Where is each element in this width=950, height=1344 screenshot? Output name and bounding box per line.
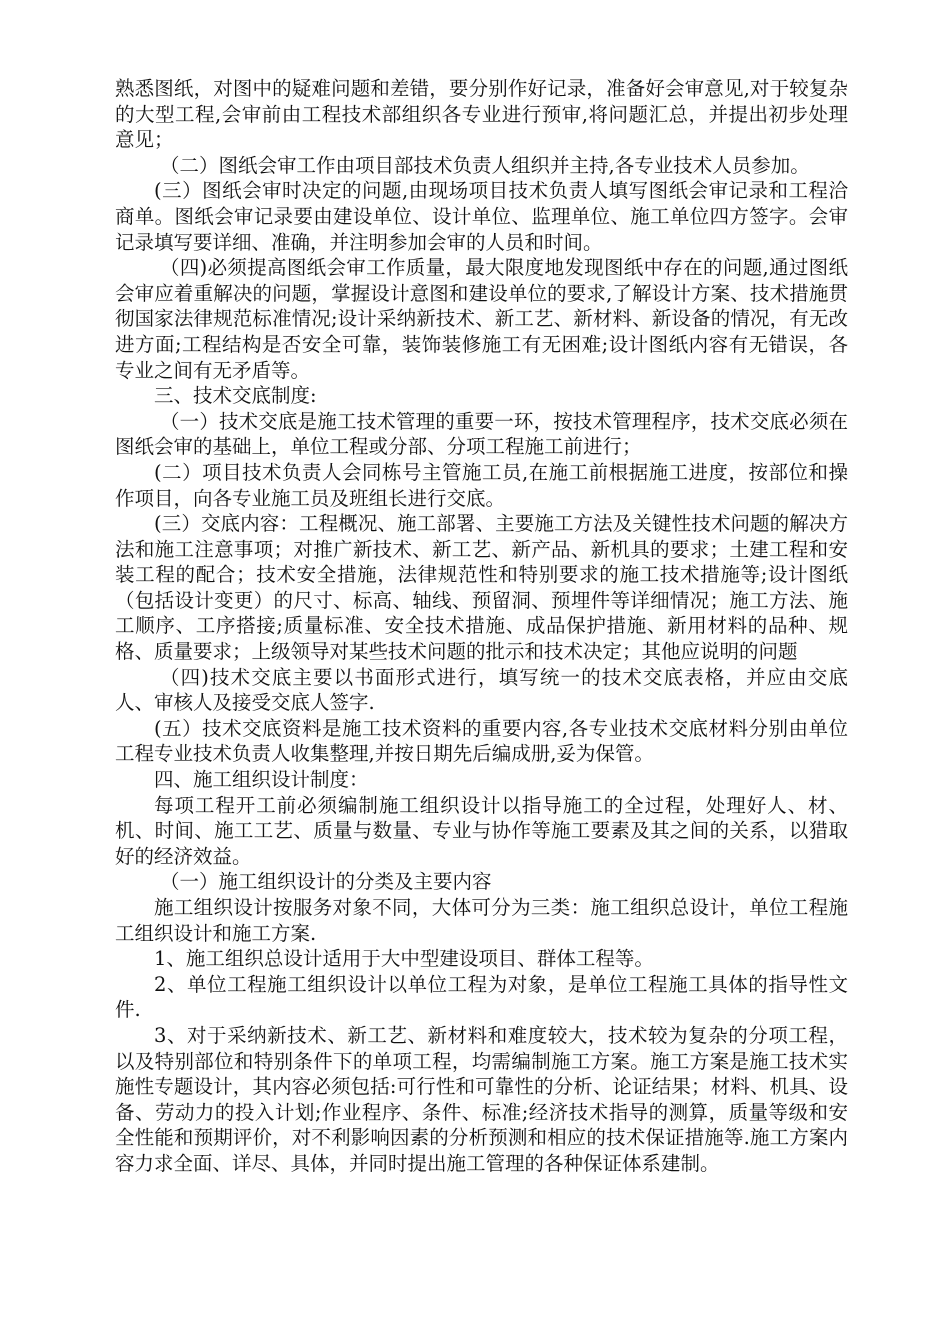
paragraph-review-quality: （四)必须提高图纸会审工作质量，最大限度地发现图纸中存在的问题,通过图纸会审应着重解决的问题，掌握设计意图和建设单位的要求,了解设计方案、技术措施贯彻国家法律规范标准情况;设计采纳新技术、新工艺、新材料、新设备的情况，有无改进方面;工程结构是否安全可靠，装饰装修施工有无困难;设计图纸内容有无错误，各专业之间有无矛盾等。 [115,256,848,382]
paragraph-disclosure-2: (二）项目技术负责人会同栋号主管施工员,在施工前根据施工进度，按部位和操作项目，向各专业施工员及班组长进行交底。 [115,460,848,510]
paragraph-review-organizer: （二）图纸会审工作由项目部技术负责人组织并主持,各专业技术人员参加。 [160,153,810,177]
section-heading-construction-design: 四、施工组织设计制度： [154,768,369,792]
paragraph-design-intro: 每项工程开工前必须编制施工组织设计以指导施工的全过程，处理好人、材、机、时间、施工工艺、质量与数量、专业与协作等施工要素及其之间的关系，以猎取好的经济效益。 [115,793,848,868]
list-item-2: 2、单位工程施工组织设计以单位工程为对象，是单位工程施工具体的指导性文件. [115,972,848,1022]
list-item-1: 1、施工组织总设计适用于大中型建设项目、群体工程等。 [154,947,654,971]
paragraph-disclosure-3: (三）交底内容：工程概况、施工部署、主要施工方法及关键性技术问题的解决方法和施工注意事项；对推广新技术、新工艺、新产品、新机具的要求；土建工程和安装工程的配合；技术安全措施，法律规范性和特别要求的施工技术措施等;设计图纸（包括设计变更）的尺寸、标高、轴线、预留洞、预埋件等详细情况；施工方法、施工顺序、工序搭接;质量标准、安全技术措施、成品保护措施、新用材料的品种、规格、质量要求；上级领导对某些技术问题的批示和技术决定；其他应说明的问题 [115,512,848,664]
subheading-design-classification: （一）施工组织设计的分类及主要内容 [160,870,492,894]
document-body [115,76,848,1177]
paragraph-disclosure-4: （四)技术交底主要以书面形式进行，填写统一的技术交底表格，并应由交底人、审核人及接受交底人签字. [115,665,848,715]
paragraph-design-types: 施工组织设计按服务对象不同，大体可分为三类：施工组织总设计，单位工程施工组织设计和施工方案. [115,896,848,945]
paragraph-disclosure-5: (五）技术交底资料是施工技术资料的重要内容,各专业技术交底材料分别由单位工程专业技术负责人收集整理,并按日期先后编成册,妥为保管。 [115,716,848,766]
paragraph-review-record: (三）图纸会审时决定的问题,由现场项目技术负责人填写图纸会审记录和工程洽商单。图纸会审记录要由建设单位、设计单位、监理单位、施工单位四方签字。会审记录填写要详细、准确，并注明参加会审的人员和时间。 [115,179,848,254]
paragraph-disclosure-1: （一）技术交底是施工技术管理的重要一环，按技术管理程序，技术交底必须在图纸会审的基础上，单位工程或分部、分项工程施工前进行； [115,409,848,459]
list-item-3: 3、对于采纳新技术、新工艺、新材料和难度较大，技术较为复杂的分项工程，以及特别部位和特别条件下的单项工程，均需编制施工方案。施工方案是施工技术实施性专题设计，其内容必须包括:可行性和可靠性的分析、论证结果；材料、机具、设备、劳动力的投入计划;作业程序、条件、标准;经济技术指导的测算，质量等级和安全性能和预期评价，对不利影响因素的分析预测和相应的技术保证措施等.施工方案内容力求全面、详尽、具体，并同时提出施工管理的各种保证体系建制。 [115,1023,848,1175]
section-heading-technical-disclosure: 三、技术交底制度: [154,384,317,408]
paragraph-review-intro: 熟悉图纸，对图中的疑难问题和差错，要分别作好记录，准备好会审意见,对于较复杂的大型工程,会审前由工程技术部组织各专业进行预审,将问题汇总，并提出初步处理意见； [115,77,848,152]
